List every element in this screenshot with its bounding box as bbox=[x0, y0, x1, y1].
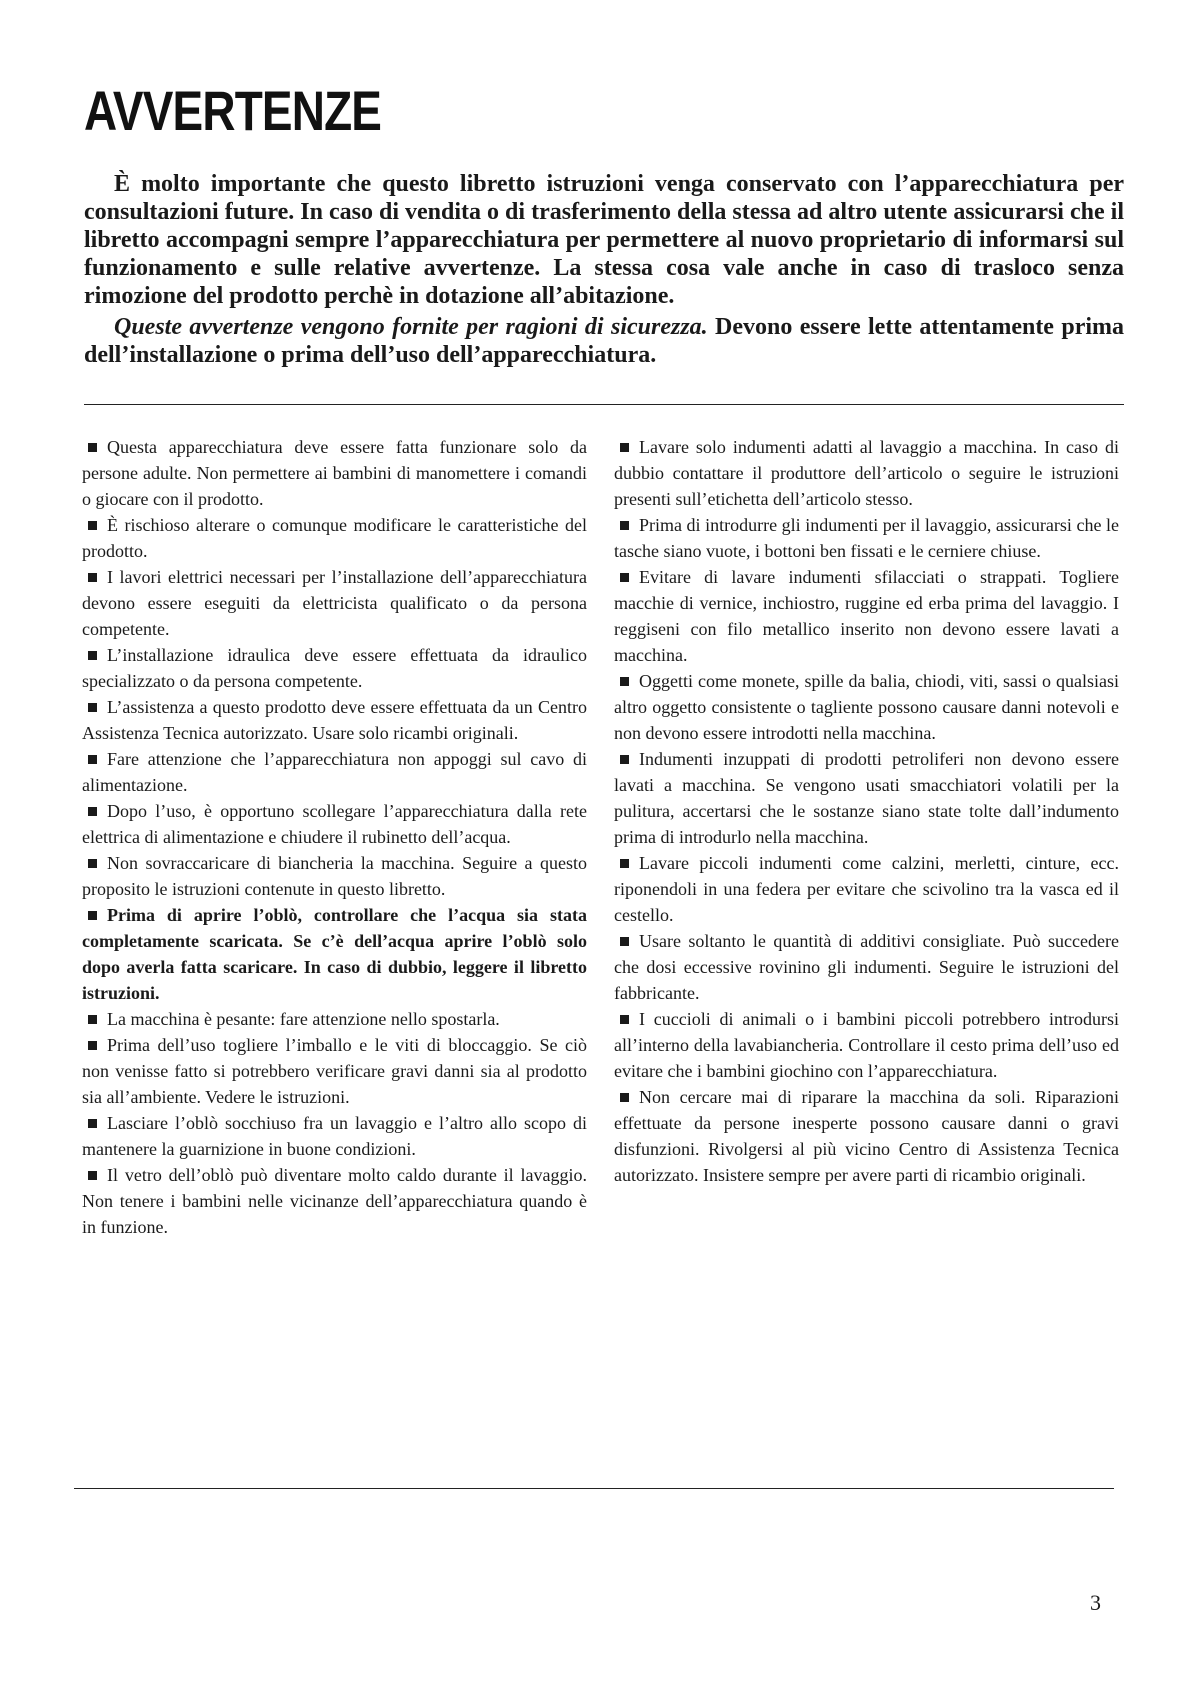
safety-notice-paragraph bbox=[84, 313, 1124, 369]
warning-item-text: Fare attenzione che l’apparecchiatura non appoggi sul cavo di alimentazione. bbox=[82, 749, 587, 795]
warning-item bbox=[614, 850, 1119, 928]
page-number: 3 bbox=[1090, 1590, 1101, 1615]
warning-item-text: Il vetro dell’oblò può diventare molto caldo durante il lavaggio. Non tenere i bambini nelle vicinanze dell’apparecchiatura quando è in funzione. bbox=[82, 1165, 587, 1237]
warning-item bbox=[614, 512, 1119, 564]
warning-item bbox=[614, 434, 1119, 512]
square-bullet-icon bbox=[88, 1015, 97, 1024]
warning-item-text: Prima dell’uso togliere l’imballo e le viti di bloccaggio. Se ciò non venisse fatto si potrebbero verificare gravi danni sia al prodotto sia all’ambiente. Vedere le istruzioni. bbox=[82, 1035, 587, 1107]
warning-item-text: Lavare solo indumenti adatti al lavaggio a macchina. In caso di dubbio contattare il produttore dell’articolo o seguire le istruzioni presenti sull’etichetta dell’articolo stesso. bbox=[614, 437, 1119, 509]
safety-notice-emphasis: Queste avvertenze vengono fornite per ragioni di sicurezza. bbox=[114, 314, 708, 340]
warning-item bbox=[82, 512, 587, 564]
square-bullet-icon bbox=[620, 443, 629, 452]
square-bullet-icon bbox=[88, 755, 97, 764]
square-bullet-icon bbox=[88, 1041, 97, 1050]
warning-item bbox=[614, 668, 1119, 746]
warning-item-text: È rischioso alterare o comunque modificare le caratteristiche del prodotto. bbox=[82, 515, 587, 561]
warning-item-text: Questa apparecchiatura deve essere fatta funzionare solo da persone adulte. Non permettere ai bambini di manomettere i comandi o giocare con il prodotto. bbox=[82, 437, 587, 509]
right-column bbox=[614, 434, 1119, 1188]
square-bullet-icon bbox=[620, 1093, 629, 1102]
warning-item bbox=[82, 746, 587, 798]
intro-paragraph: È molto importante che questo libretto istruzioni venga conservato con l’apparecchiatura per consultazioni future. In caso di vendita o di trasferimento della stessa ad altro utente assicurarsi che il libretto accompagni sempre l’apparecchiatura per permettere al nuovo proprietario di informarsi sul funzionamento e sulle relative avvertenze. La stessa cosa vale anche in caso di trasloco senza rimozione del prodotto perchè in dotazione all’abitazione. bbox=[84, 171, 1124, 309]
bottom-divider bbox=[74, 1488, 1114, 1489]
warning-item-text: Prima di introdurre gli indumenti per il lavaggio, assicurarsi che le tasche siano vuote, i bottoni ben fissati e le cerniere chiuse. bbox=[614, 515, 1119, 561]
square-bullet-icon bbox=[88, 443, 97, 452]
warning-item-text: Non cercare mai di riparare la macchina da soli. Riparazioni effettuate da persone inesperte possono causare danni o gravi disfunzioni. Rivolgersi al più vicino Centro di Assistenza Tecnica autorizzato. Insistere sempre per avere parti di ricambio originali. bbox=[614, 1087, 1119, 1185]
warning-item bbox=[82, 1110, 587, 1162]
warning-item bbox=[82, 434, 587, 512]
square-bullet-icon bbox=[88, 1171, 97, 1180]
safety-notice-text: Devono essere lette attentamente prima dell’installazione o prima dell’uso dell’apparecchiatura. bbox=[84, 314, 1125, 368]
page-title: AVVERTENZE bbox=[84, 79, 382, 142]
warning-item-text: L’assistenza a questo prodotto deve essere effettuata da un Centro Assistenza Tecnica autorizzato. Usare solo ricambi originali. bbox=[82, 697, 587, 743]
warning-item-bold bbox=[82, 902, 587, 1006]
warning-item-text: L’installazione idraulica deve essere effettuata da idraulico specializzato o da persona competente. bbox=[82, 645, 587, 691]
warning-item-text: I cuccioli di animali o i bambini piccoli potrebbero introdursi all’interno della lavabiancheria. Controllare il cesto prima dell’uso ed evitare che i bambini giochino con l’apparecchiatura. bbox=[614, 1009, 1119, 1081]
square-bullet-icon bbox=[88, 807, 97, 816]
warning-item bbox=[614, 1006, 1119, 1084]
warning-item bbox=[614, 746, 1119, 850]
square-bullet-icon bbox=[88, 573, 97, 582]
warning-item-text: La macchina è pesante: fare attenzione nello spostarla. bbox=[107, 1009, 500, 1029]
warning-item bbox=[614, 1084, 1119, 1188]
square-bullet-icon bbox=[620, 573, 629, 582]
square-bullet-icon bbox=[88, 859, 97, 868]
warning-item bbox=[82, 798, 587, 850]
warning-item bbox=[82, 850, 587, 902]
square-bullet-icon bbox=[620, 937, 629, 946]
warning-item bbox=[82, 564, 587, 642]
warning-item bbox=[82, 694, 587, 746]
warning-item-text: Dopo l’uso, è opportuno scollegare l’apparecchiatura dalla rete elettrica di alimentazione e chiudere il rubinetto dell’acqua. bbox=[82, 801, 587, 847]
square-bullet-icon bbox=[620, 755, 629, 764]
warning-item-text: I lavori elettrici necessari per l’installazione dell’apparecchiatura devono essere eseguiti da elettricista qualificato o da persona competente. bbox=[82, 567, 587, 639]
warning-item bbox=[614, 928, 1119, 1006]
square-bullet-icon bbox=[620, 859, 629, 868]
square-bullet-icon bbox=[88, 651, 97, 660]
top-divider bbox=[84, 404, 1124, 405]
square-bullet-icon bbox=[88, 1119, 97, 1128]
warning-item bbox=[82, 1162, 587, 1240]
warning-item-text: Indumenti inzuppati di prodotti petroliferi non devono essere lavati a macchina. Se vengono usati smacchiatori volatili per la pulitura, accertarsi che le sostanze siano state tolte dall’indumento prima di introdurlo nella macchina. bbox=[614, 749, 1119, 847]
warning-item bbox=[82, 1032, 587, 1110]
warning-item-text: Non sovraccaricare di biancheria la macchina. Seguire a questo proposito le istruzioni contenute in questo libretto. bbox=[82, 853, 587, 899]
warning-item-text: Oggetti come monete, spille da balia, chiodi, viti, sassi o qualsiasi altro oggetto consistente o tagliente possono causare danni notevoli e non devono essere introdotti nella macchina. bbox=[614, 671, 1119, 743]
warning-item bbox=[614, 564, 1119, 668]
square-bullet-icon bbox=[620, 521, 629, 530]
warning-item bbox=[82, 642, 587, 694]
warning-item-text: Usare soltanto le quantità di additivi consigliate. Può succedere che dosi eccessive rovinino gli indumenti. Seguire le istruzioni del fabbricante. bbox=[614, 931, 1119, 1003]
square-bullet-icon bbox=[88, 703, 97, 712]
warning-item bbox=[82, 1006, 587, 1032]
square-bullet-icon bbox=[620, 1015, 629, 1024]
square-bullet-icon bbox=[620, 677, 629, 686]
warning-item-text: Lasciare l’oblò socchiuso fra un lavaggio e l’altro allo scopo di mantenere la guarnizione in buone condizioni. bbox=[82, 1113, 587, 1159]
warning-item-text: Lavare piccoli indumenti come calzini, merletti, cinture, ecc. riponendoli in una federa per evitare che scivolino tra la vasca ed il cestello. bbox=[614, 853, 1119, 925]
left-column bbox=[82, 434, 587, 1240]
warning-item-text: Evitare di lavare indumenti sfilacciati o strappati. Togliere macchie di vernice, inchiostro, ruggine ed erba prima del lavaggio. I reggiseni con filo metallico inserito non devono essere lavati a macchina. bbox=[614, 567, 1119, 665]
square-bullet-icon bbox=[88, 521, 97, 530]
square-bullet-icon bbox=[88, 911, 97, 920]
warning-item-text: Prima di aprire l’oblò, controllare che l’acqua sia stata completamente scaricata. Se c’è dell’acqua aprire l’oblò solo dopo averla fatta scaricare. In caso di dubbio, leggere il libretto istruzioni. bbox=[82, 905, 587, 1003]
